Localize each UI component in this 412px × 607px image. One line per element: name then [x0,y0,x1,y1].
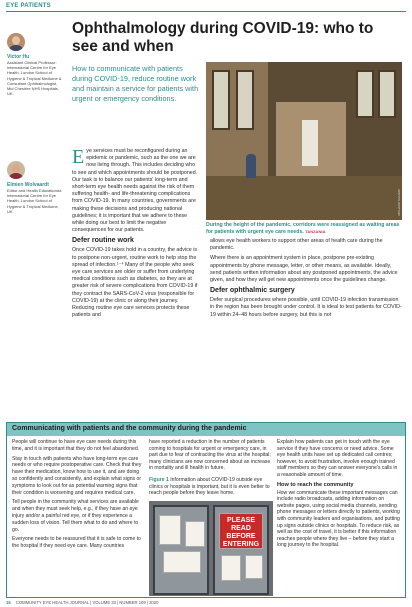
communication-box [6,422,406,598]
box-title: Communicating with patients and the community during the pandemic [12,425,247,432]
author-victor-hu [7,33,63,96]
top-rule [6,11,406,12]
paragraph: Stay in touch with patients who have long-term eye care needs or who require postoperative care. Check that they have their medication, know how to use it, and are doing so confidently and consistently, and explain what signs or symptoms to look out for as potential warning signs that their condition is worsening and requires medical care. [12,455,142,496]
body-column-right [210,238,402,322]
box-header [7,423,405,436]
figure-caption [149,477,273,497]
photo-caption [206,222,402,235]
author-photo [7,161,25,179]
figure-label: Figure 1 [149,477,169,483]
intro-paragraph [72,148,200,234]
intro-text: ye services must be reconfigured during an epidemic or pandemic, such as the one we are now living through. This includes deciding who to see and which appointments should be postponed. Our task is to balance our patients' long-term and short-term eye health needs against the risk of them suffering health- and life-threatening complications from COVID-19. In many countries, governments are making these decisions and producing national guidelines; it is important that we adhere to these while doing our best to limit the negative consequences for our patients. [72,148,198,234]
author-role: Editor and Health Educationist: International Centre for Eye Health, London School of Hygiene & Tropical Medicine, UK. [7,188,62,214]
page-number: 16 [6,600,11,605]
figure-caption-text: Information about COVID-19 outside eye clinics or hospitals is important, but it is even better to reach people before they leave home. [149,477,270,497]
paragraph: Defer surgical procedures where possible, until COVID-19 infection transmission in the region has been brought under control. It is ideal to test patients for COVID-19 within 24–48 hours before surgery, but this is not [210,297,402,318]
author-name: Elmien Wolvaardt [7,182,49,188]
journal-info: COMMUNITY EYE HEALTH JOURNAL | VOLUME 33 | NUMBER 109 | 2020 [15,600,159,605]
section-tag: EYE PATIENTS [6,3,51,9]
photo-credit: TANZANIA [305,228,326,234]
heading-defer-surgery: Defer ophthalmic surgery [210,287,295,295]
author-role: Assistant Clinical Professor: International Centre for Eye Health, London School of Hygiene & Tropical Medicine & Consultant Ophthalmologist, Mid Cheshire NHS Hospitals, UK. [7,60,62,97]
box-column-1 [12,439,144,553]
article-title: Ophthalmology during COVID-19: who to see and when [72,20,374,55]
standfirst: How to communicate with patients during COVID-19, reduce routine work and maintain a service for patients with urgent or emergency conditions. [72,64,199,103]
photo-caption-text: During the height of the pandemic, corridors were reassigned as waiting areas for patients with urgent eye care needs. [206,222,400,235]
heading-defer-routine: Defer routine work [72,237,134,245]
paragraph: How we communicate these important messages can include radio broadcasts, adding information on website pages, using social media channels, sending phone messages or letters directly to patients, working with community leaders and organisations, and putting up signs outside clinics or hospitals. To reduce risk, as well as the cost of travel, it is better if this information reaches people where they live – before they start a long journey to the hospital. [277,489,400,549]
author-elmien-wolvaardt [7,161,63,214]
heading-reach-community: How to reach the community [277,481,354,488]
paragraph: People will continue to have eye care needs during this time, and it is important that they do not feel abandoned. [12,439,140,452]
body-column-left [72,148,200,322]
page-footer [6,600,158,605]
paragraph: Once COVID-19 takes hold in a country, the advice is to postpone non-urgent, routine work to help stop the spread of infection.¹⁻⁴ Many of the people who seek eye care services are older or suffer from underlying medical conditions such as diabetes, so they are at greater risk of severe complications from COVID-19 if they contract the SARS-CoV-2 virus (responsible for COVID-19) at the clinic or along their journey. Reducing routine eye care services protects these patients and [72,247,198,319]
paragraph: Everyone needs to be reassured that it is safe to come to the hospital if they need eye care. Many countries [12,536,141,550]
author-photo [7,33,25,51]
paragraph: Tell people in the community what services are available and when they must seek help, e.g., if they have an eye injury and/or a painful red eye, or if they experience a sudden loss of vision. Tell them what to do and where to go. [12,499,139,533]
paragraph: have reported a reduction in the number of patients coming to hospitals for urgent or emergency care, in part due to fear of contracting the virus at the hospital; many clinicians are now concerned about an increase in mortality and ill health in future. [149,439,271,472]
dropcap: E [72,146,85,168]
corridor-photo [206,62,402,220]
please-read-sign: PLEASE READ BEFORE ENTERING [219,513,263,549]
photo-side-credit: RICHARD SALAMA [397,189,401,216]
author-name: Victor Hu [7,54,30,60]
figure-photo [149,501,273,596]
box-column-3 [277,439,401,552]
paragraph: Where there is an appointment system in place, postpone pre-existing appointments by phone message, letter, or other means, as available. Ideally, send patients written information about any postponed appointments, the advice given, and how they will get new appointments once the guidelines change. [210,255,398,284]
box-column-2 [149,439,273,475]
paragraph: Explain how patients can get in touch with the eye service if they have concerns or need advice. Some eye health units have set up dedicated call centres; however, to avoid frustration, involve enough trained staff members so they can answer everyone's calls in a reasonable amount of time. [277,439,398,478]
paragraph: allows eye health workers to support other areas of health care during the pandemic. [210,238,383,252]
